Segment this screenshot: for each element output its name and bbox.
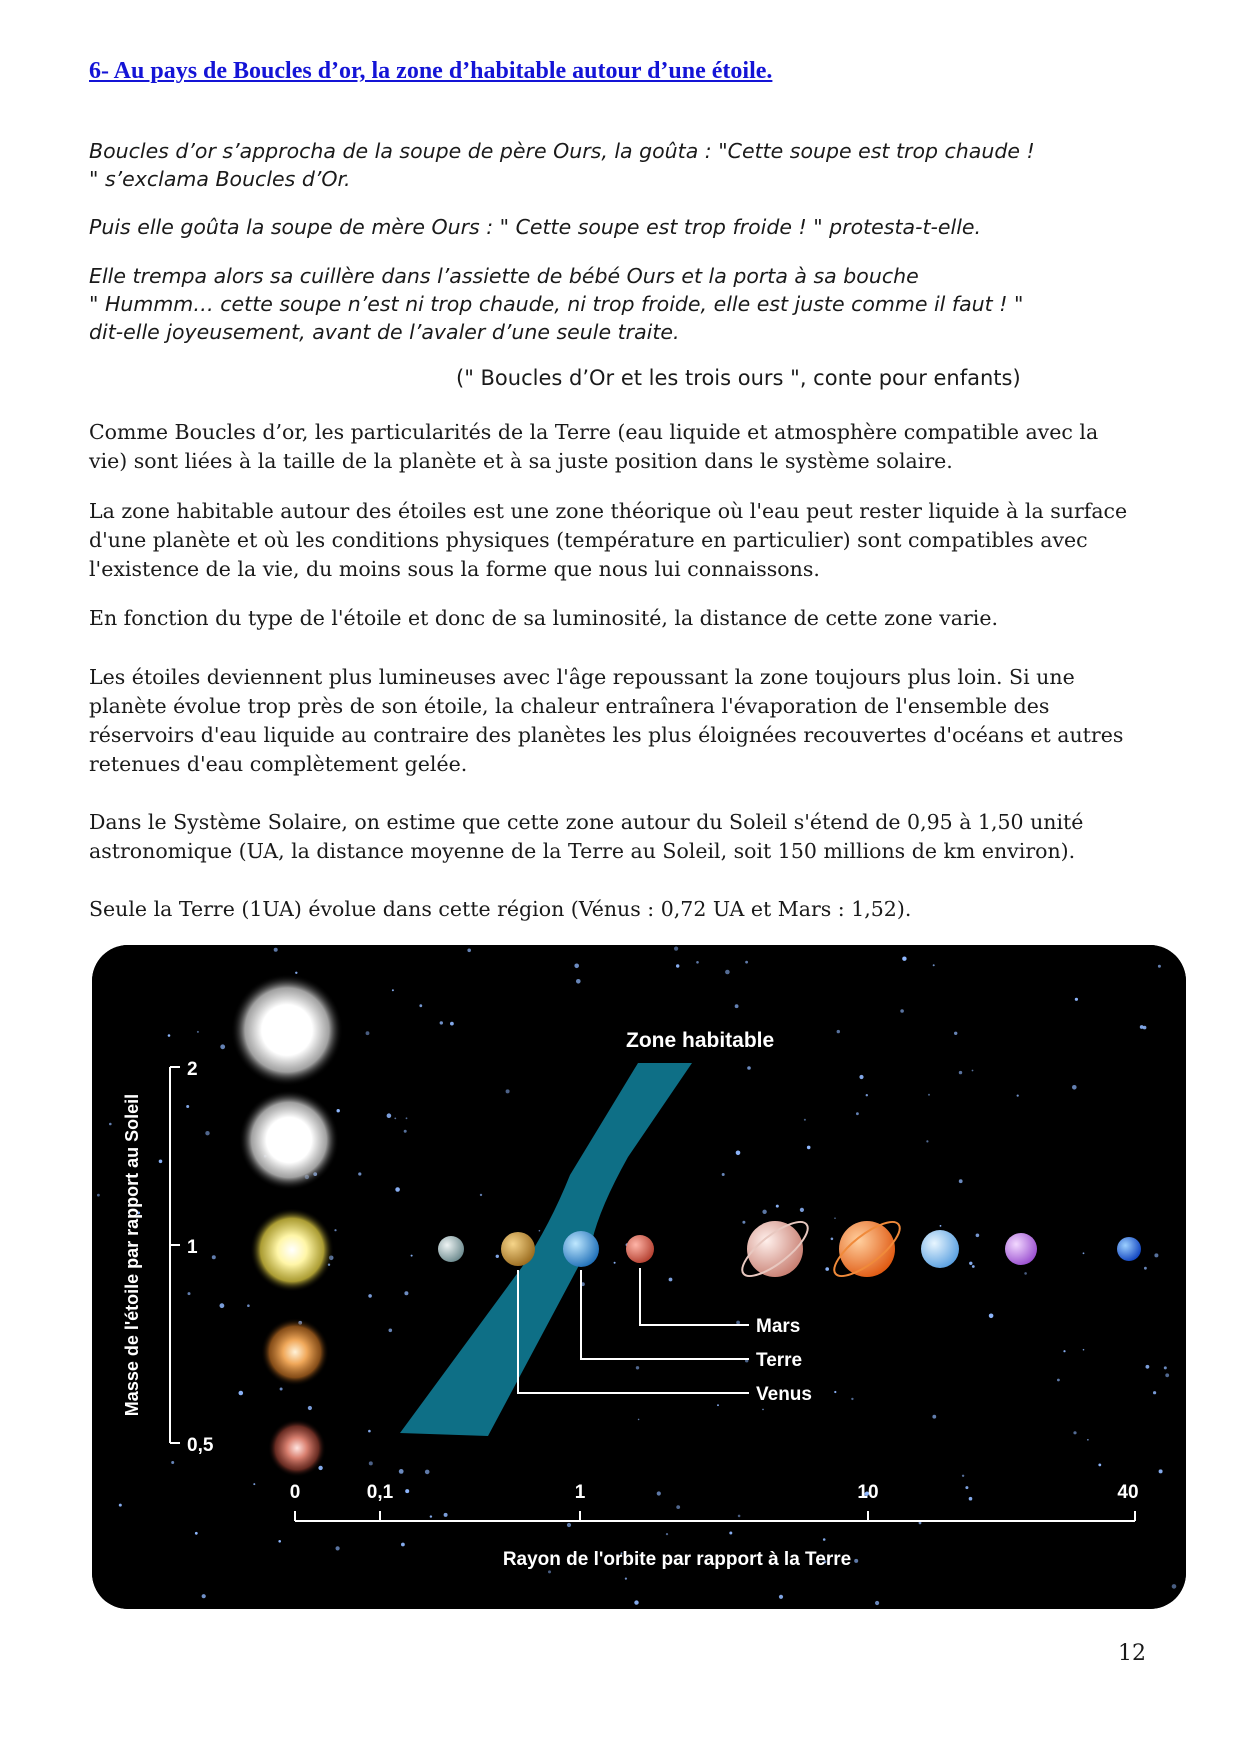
background-star — [1072, 1085, 1077, 1090]
background-star — [825, 1267, 829, 1271]
background-star — [725, 970, 730, 975]
background-star — [1073, 1431, 1076, 1434]
star-white — [239, 1090, 339, 1190]
story-attribution: (" Boucles d’Or et les trois ours ", conte pour enfants) — [456, 366, 1021, 390]
story-paragraph-2: Puis elle goûta la soupe de mère Ours : " Cette soupe est trop froide ! " protesta-t-elle. — [89, 215, 982, 239]
background-star — [1083, 1252, 1085, 1254]
background-star — [972, 1265, 975, 1268]
zone-habitable-label: Zone habitable — [626, 1029, 775, 1052]
y-tick-2: 2 — [187, 1059, 198, 1080]
background-star — [467, 949, 471, 953]
planet-venus — [501, 1232, 535, 1266]
body-paragraph-1 — [89, 418, 1169, 476]
background-star — [1024, 1272, 1027, 1275]
background-star — [776, 1205, 779, 1208]
background-star — [866, 1094, 868, 1096]
background-star — [506, 1089, 510, 1093]
background-star — [405, 1489, 409, 1493]
background-star — [119, 1504, 122, 1507]
background-star — [962, 1475, 964, 1477]
background-star — [496, 1255, 499, 1258]
star-red-dwarf — [268, 1419, 326, 1477]
background-star — [247, 1304, 250, 1307]
background-star — [736, 1321, 740, 1325]
background-star — [395, 1187, 400, 1192]
background-star — [368, 1430, 371, 1433]
background-star — [735, 1004, 739, 1008]
background-star — [392, 989, 394, 991]
background-star — [747, 1066, 751, 1070]
background-star — [205, 1131, 209, 1135]
background-star — [851, 1398, 853, 1400]
background-star — [634, 1600, 638, 1604]
body-paragraph-3: En fonction du type de l'étoile et donc de sa luminosité, la distance de cette zone varie. — [89, 606, 998, 630]
story-line: Boucles d’or s’approcha de la soupe de père Ours, la goûta : "Cette soupe est trop chaude ! — [89, 139, 1035, 163]
background-star — [926, 1140, 928, 1142]
story-paragraph-1 — [89, 137, 1169, 193]
body-paragraph-5 — [89, 808, 1169, 866]
background-star — [959, 1179, 963, 1183]
body-paragraph-6: Seule la Terre (1UA) évolue dans cette région (Vénus : 0,72 UA et Mars : 1,52). — [89, 897, 912, 921]
background-star — [804, 1119, 806, 1121]
planet-uranus — [921, 1230, 959, 1268]
background-star — [729, 1532, 732, 1535]
background-star — [1057, 1379, 1060, 1382]
background-star — [280, 1388, 283, 1391]
background-star — [902, 957, 906, 961]
background-star — [253, 1483, 255, 1485]
background-star — [411, 1255, 413, 1257]
background-star — [1087, 1439, 1089, 1441]
background-star — [928, 1094, 930, 1096]
star-orange — [261, 1318, 329, 1386]
background-star — [742, 1221, 745, 1224]
background-star — [389, 1329, 393, 1333]
background-star — [239, 1391, 244, 1396]
body-line: d'une planète et où les conditions physiques (température en particulier) sont compatibles avec — [89, 528, 1088, 552]
x-tick-0-1: 0,1 — [366, 1482, 394, 1503]
background-star — [1063, 1350, 1065, 1352]
background-star — [202, 1594, 206, 1598]
background-star — [404, 1130, 407, 1133]
x-axis-title: Rayon de l'orbite par rapport à la Terre — [502, 1549, 852, 1570]
background-star — [97, 1194, 100, 1197]
background-star — [1144, 1267, 1147, 1270]
body-line: Dans le Système Solaire, on estime que cette zone autour du Soleil s'étend de 0,95 à 1,50 unité — [89, 810, 1084, 834]
background-star — [406, 1117, 408, 1119]
background-star — [940, 1225, 942, 1227]
background-star — [965, 1486, 968, 1489]
background-star — [657, 1491, 661, 1495]
background-star — [834, 1391, 836, 1393]
habitable-zone-diagram — [92, 945, 1186, 1609]
background-star — [614, 1262, 616, 1264]
star-yellow-sun — [250, 1208, 334, 1292]
background-star — [666, 1533, 668, 1535]
background-star — [1158, 965, 1161, 968]
background-star — [450, 1022, 454, 1026]
body-line: astronomique (UA, la distance moyenne de la Terre au Soleil, soit 150 millions de km environ). — [89, 839, 1076, 863]
label-terre: Terre — [756, 1350, 803, 1371]
background-star — [1165, 1373, 1169, 1377]
story-line: " Hummm… cette soupe n’est ni trop chaude, ni trop froide, elle est juste comme il faut ! " — [89, 292, 1024, 316]
x-tick-10: 10 — [857, 1482, 879, 1503]
story-line: dit-elle joyeusement, avant de l’avaler d’une seule traite. — [89, 320, 680, 344]
background-star — [337, 1109, 340, 1112]
background-star — [989, 1314, 994, 1319]
x-tick-1: 1 — [574, 1482, 586, 1503]
background-star — [394, 1118, 396, 1120]
background-star — [745, 961, 748, 964]
background-star — [295, 972, 297, 974]
background-star — [762, 1210, 766, 1214]
story-paragraph-3 — [89, 262, 1169, 346]
body-line: planète évolue trop près de son étoile, la chaleur entraînera l'évaporation de l'ensemble des — [89, 694, 1050, 718]
background-star — [676, 1505, 680, 1509]
background-star — [1075, 998, 1078, 1001]
background-star — [823, 1538, 826, 1541]
background-star — [401, 1543, 405, 1547]
background-star — [859, 1075, 863, 1079]
background-star — [274, 948, 278, 952]
background-star — [738, 1515, 741, 1518]
background-star — [779, 1595, 783, 1599]
body-line: réservoirs d'eau liquide au contraire des planètes les plus éloignées recouvertes d'océans et autres — [89, 723, 1124, 747]
background-star — [212, 1255, 216, 1259]
background-star — [669, 1278, 673, 1282]
background-star — [831, 1238, 834, 1241]
background-star — [1159, 1469, 1163, 1473]
background-star — [933, 964, 935, 966]
background-star — [976, 1234, 980, 1238]
background-star — [480, 1194, 482, 1196]
body-line: l'existence de la vie, du moins sous la forme que nous lui connaissons. — [89, 557, 820, 581]
star-white-large — [231, 974, 343, 1086]
background-star — [548, 1570, 551, 1573]
background-star — [674, 947, 678, 951]
page-number: 12 — [1118, 1641, 1146, 1666]
background-star — [969, 1262, 972, 1265]
background-star — [722, 1173, 725, 1176]
label-venus: Venus — [756, 1384, 812, 1405]
background-star — [837, 1030, 840, 1033]
body-paragraph-2 — [89, 497, 1169, 584]
background-star — [1017, 1095, 1019, 1097]
background-star — [717, 1404, 719, 1406]
body-paragraph-4 — [89, 663, 1169, 779]
background-star — [954, 1032, 957, 1035]
background-star — [1153, 1391, 1156, 1394]
planet-earth — [563, 1231, 599, 1267]
background-star — [696, 961, 699, 964]
background-star — [171, 1461, 174, 1464]
background-star — [369, 1461, 373, 1465]
body-line: Les étoiles deviennent plus lumineuses avec l'âge repoussant la zone toujours plus loin. Si une — [89, 665, 1075, 689]
background-star — [366, 1031, 370, 1035]
background-star — [972, 1070, 974, 1072]
background-star — [109, 1123, 112, 1126]
story-line: Elle trempa alors sa cuillère dans l’assiette de bébé Ours et la porta à sa bouche — [89, 264, 919, 288]
background-star — [1140, 1025, 1144, 1029]
background-star — [308, 1406, 312, 1410]
background-star — [800, 1208, 804, 1212]
body-line: Comme Boucles d’or, les particularités de la Terre (eau liquide et atmosphère compatible avec la — [89, 420, 1099, 444]
background-star — [168, 1034, 171, 1037]
background-star — [854, 1559, 858, 1563]
background-star — [539, 1230, 541, 1232]
background-star — [576, 979, 581, 984]
background-star — [875, 1601, 879, 1605]
x-tick-0: 0 — [289, 1482, 301, 1503]
story-line: " s’exclama Boucles d’Or. — [89, 167, 351, 191]
label-mars: Mars — [756, 1316, 801, 1337]
background-star — [387, 1113, 392, 1118]
background-star — [969, 1497, 973, 1501]
background-star — [676, 964, 679, 967]
y-tick-0-5: 0,5 — [187, 1435, 214, 1456]
planet-pluto — [1117, 1237, 1141, 1261]
background-star — [856, 1112, 859, 1115]
background-star — [1172, 1584, 1177, 1589]
body-line: vie) sont liées à la taille de la planète et à sa juste position dans le système solaire. — [89, 449, 953, 473]
background-star — [834, 1217, 836, 1219]
background-star — [638, 1419, 640, 1421]
x-tick-40: 40 — [1117, 1482, 1139, 1503]
y-axis-title: Masse de l'étoile par rapport au Soleil — [122, 1093, 142, 1417]
planet-neptune — [1005, 1233, 1037, 1265]
background-star — [1098, 1464, 1101, 1467]
background-star — [625, 1578, 627, 1580]
background-star — [900, 1009, 904, 1013]
background-star — [159, 1160, 163, 1164]
background-star — [220, 1303, 225, 1308]
background-star — [399, 1469, 404, 1474]
background-star — [278, 1540, 281, 1543]
background-star — [736, 1151, 741, 1156]
background-star — [188, 1292, 191, 1295]
background-star — [444, 1513, 448, 1517]
y-tick-1: 1 — [187, 1237, 198, 1258]
planet-mars — [626, 1235, 654, 1263]
section-title: 6- Au pays de Boucles d’or, la zone d’habitable autour d’une étoile. — [89, 58, 773, 84]
background-star — [440, 1021, 443, 1024]
body-line: retenues d'eau complètement gelée. — [89, 752, 468, 776]
background-star — [1164, 1366, 1167, 1369]
habitable-zone-figure — [92, 945, 1186, 1609]
background-star — [574, 964, 579, 969]
body-line: La zone habitable autour des étoiles est une zone théorique où l'eau peut rester liquide à la surface — [89, 499, 1128, 523]
background-star — [1146, 1365, 1150, 1369]
background-star — [959, 1071, 962, 1074]
background-star — [404, 1291, 408, 1295]
background-star — [567, 1523, 571, 1527]
background-star — [334, 1229, 336, 1231]
background-star — [1083, 1349, 1085, 1351]
background-star — [197, 1031, 199, 1033]
background-star — [419, 1004, 422, 1007]
background-star — [368, 1294, 372, 1298]
background-star — [636, 1366, 639, 1369]
background-star — [186, 1105, 189, 1108]
background-star — [1154, 1253, 1158, 1257]
background-star — [336, 1546, 340, 1550]
background-star — [932, 1415, 936, 1419]
background-star — [220, 1044, 225, 1049]
background-star — [762, 1409, 764, 1411]
planet-mercury — [438, 1236, 464, 1262]
background-star — [807, 1146, 811, 1150]
background-star — [358, 1172, 361, 1175]
background-star — [195, 1532, 198, 1535]
background-star — [430, 1515, 432, 1517]
background-star — [425, 1470, 430, 1475]
